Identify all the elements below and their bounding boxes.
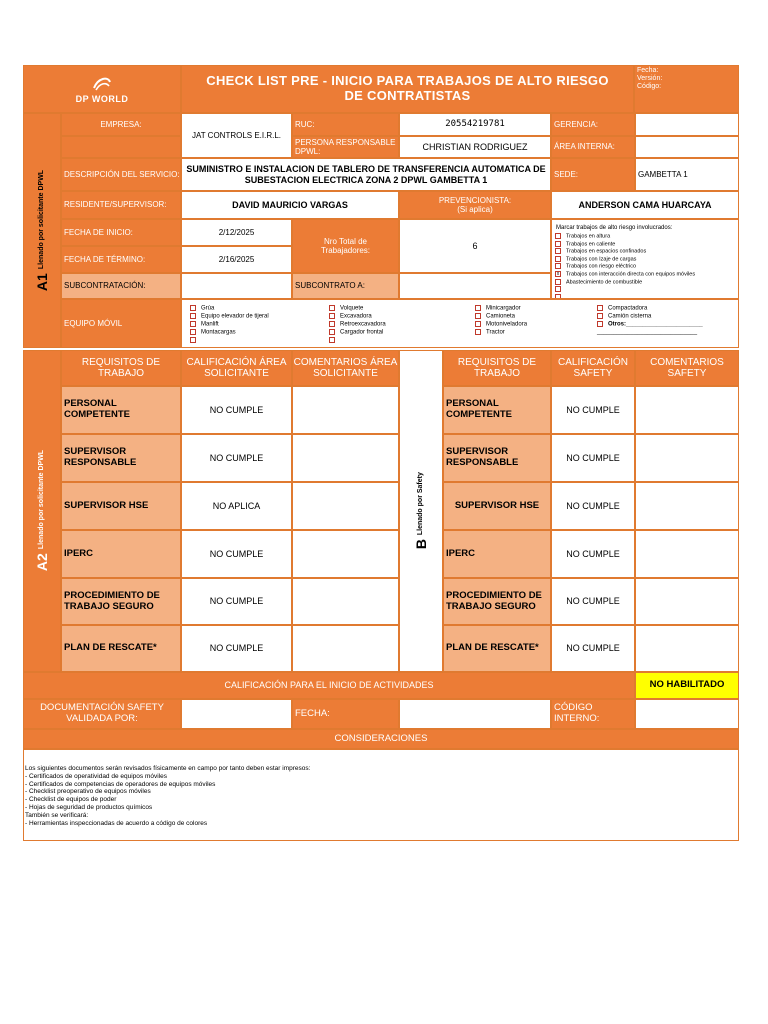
equipo-item-empty[interactable] — [329, 337, 386, 345]
riesgo-title: Marcar trabajos de alto riesgo involucrados: — [556, 225, 673, 231]
equipo-item[interactable]: Minicargador — [475, 305, 527, 313]
descripcion-value[interactable]: SUMINISTRO E INSTALACION DE TABLERO DE TRANSFERENCIA AUTOMATICA DE SUBESTACION ELECTRICA ZONA 2 DPWL GAMBETTA 1 — [181, 158, 551, 191]
calificacion-status-badge: NO HABILITADO — [635, 672, 739, 699]
area-interna-label: ÁREA INTERNA: — [551, 136, 635, 158]
consideraciones-line: También se verificará: — [25, 811, 89, 819]
codigo-interno-label: CÓDIGO INTERNO: — [551, 699, 635, 729]
checkbox-icon[interactable] — [555, 248, 561, 254]
fecha-value[interactable] — [399, 699, 551, 729]
b-com-row-4[interactable] — [635, 530, 739, 578]
consideraciones-line: - Certificados de operatividad de equipos móviles — [25, 772, 167, 780]
checkbox-icon[interactable] — [190, 321, 196, 327]
empresa-label: EMPRESA: — [61, 113, 181, 136]
equipo-item[interactable]: Tractor — [475, 329, 527, 337]
dp-world-logo-icon — [90, 74, 114, 94]
a2-col-requisitos: REQUISITOS DE TRABAJO — [61, 350, 181, 386]
checkbox-icon[interactable] — [555, 233, 561, 239]
consideraciones-line: - Checklist de equipos de poder — [25, 796, 117, 804]
b-req-row-6: PLAN DE RESCATE* — [443, 625, 551, 672]
prevencionista-label-sub: (Si aplica) — [457, 205, 493, 214]
subcontratacion-label: SUBCONTRATACIÓN: — [61, 273, 181, 299]
checkbox-icon[interactable] — [597, 313, 603, 319]
ruc-label: RUC: — [292, 113, 399, 136]
page-title — [181, 65, 634, 113]
checkbox-icon[interactable] — [190, 329, 196, 335]
fecha-termino-value[interactable]: 2/16/2025 — [181, 246, 292, 273]
equipo-movil-label: EQUIPO MÓVIL — [61, 299, 181, 348]
checkbox-icon[interactable] — [329, 321, 335, 327]
checkbox-icon[interactable] — [555, 279, 561, 285]
b-cal-row-3[interactable]: NO CUMPLE — [551, 482, 635, 530]
section-b-label — [399, 350, 443, 672]
b-cal-row-5[interactable]: NO CUMPLE — [551, 578, 635, 625]
consideraciones-body — [23, 749, 739, 841]
checkbox-icon[interactable] — [555, 256, 561, 262]
equipo-item-otros[interactable]: Otros:_______________________ — [597, 321, 703, 329]
a2-req-row-5: PROCEDIMIENTO DE TRABAJO SEGURO — [61, 578, 181, 625]
b-cal-row-1[interactable]: NO CUMPLE — [551, 386, 635, 434]
equipo-item[interactable]: Excavadora — [329, 313, 386, 321]
consideraciones-line: Los siguientes documentos serán revisados físicamente en campo por tanto deben estar impresos: — [25, 765, 311, 772]
prevencionista-value[interactable]: ANDERSON CAMA HUARCAYA — [551, 191, 739, 219]
riesgo-item-empty[interactable] — [555, 286, 695, 294]
b-req-row-1: PERSONAL COMPETENTE — [443, 386, 551, 434]
gerencia-label: GERENCIA: — [551, 113, 635, 136]
consideraciones-list — [25, 765, 310, 827]
equipo-item[interactable]: Montacargas — [190, 329, 269, 337]
riesgo-item[interactable]: Trabajos con Izaje de cargas — [555, 256, 695, 264]
b-com-row-6[interactable] — [635, 625, 739, 672]
a2-col-calificacion: CALIFICACIÓN ÁREA SOLICITANTE — [181, 350, 292, 386]
nro-trabajadores-label: Nro Total de Trabajadores: — [292, 219, 399, 273]
consideraciones-line: - Herramientas inspeccionadas de acuerdo a código de colores — [25, 819, 208, 827]
documentacion-label: DOCUMENTACIÓN SAFETY VALIDADA POR: — [23, 699, 181, 729]
checkbox-icon[interactable] — [475, 313, 481, 319]
calificacion-label: CALIFICACIÓN PARA EL INICIO DE ACTIVIDADES — [23, 672, 635, 699]
meta-version: Versión: — [637, 75, 663, 83]
checkbox-icon[interactable] — [475, 321, 481, 327]
section-b-caption: Llenado por Safety — [416, 472, 424, 536]
a2-col-comentarios: COMENTARIOS ÁREA SOLICITANTE — [292, 350, 399, 386]
checkbox-icon[interactable] — [555, 241, 561, 247]
checkbox-icon[interactable] — [597, 305, 603, 311]
logo-cell — [23, 65, 181, 113]
equipo-item[interactable]: Volquete — [329, 305, 386, 313]
gerencia-value[interactable] — [635, 113, 739, 136]
checkbox-icon[interactable] — [475, 329, 481, 335]
b-req-row-5: PROCEDIMIENTO DE TRABAJO SEGURO — [443, 578, 551, 625]
fecha-label: FECHA: — [292, 699, 399, 729]
descripcion-label: DESCRIPCIÓN DEL SERVICIO: — [61, 158, 181, 191]
consideraciones-title: CONSIDERACIONES — [23, 729, 739, 749]
checkbox-icon[interactable] — [329, 313, 335, 319]
b-com-row-2[interactable] — [635, 434, 739, 482]
a2-com-row-5[interactable] — [292, 578, 399, 625]
consideraciones-line: - Hojas de seguridad de productos químicos — [25, 803, 153, 811]
equipo-movil-panel — [181, 299, 739, 348]
codigo-interno-value[interactable] — [635, 699, 739, 729]
checkbox-icon[interactable] — [555, 286, 561, 292]
empresa-label-filler — [61, 136, 181, 158]
b-com-row-3[interactable] — [635, 482, 739, 530]
checkbox-checked-icon[interactable]: x — [556, 270, 560, 277]
document-meta — [634, 65, 739, 113]
riesgo-item[interactable]: Trabajos en espacios confinados — [555, 248, 695, 256]
equipo-item[interactable]: Equipo elevador de tijeral — [190, 313, 269, 321]
b-cal-row-6[interactable]: NO CUMPLE — [551, 625, 635, 672]
b-com-row-5[interactable] — [635, 578, 739, 625]
a2-req-row-3: SUPERVISOR HSE — [61, 482, 181, 530]
riesgo-item[interactable]: x Trabajos con interacción directa con equipos móviles — [556, 270, 696, 278]
section-a2-caption: Llenado por solicitante DPWL — [37, 450, 45, 550]
prevencionista-label-text: PREVENCIONISTA: — [438, 195, 512, 205]
a2-req-row-4: IPERC — [61, 530, 181, 578]
sede-value[interactable]: GAMBETTA 1 — [635, 158, 739, 191]
a2-cal-row-3[interactable]: NO APLICA — [181, 482, 292, 530]
a2-req-row-1: PERSONAL COMPETENTE — [61, 386, 181, 434]
persona-responsable-value[interactable]: CHRISTIAN RODRIGUEZ — [399, 136, 551, 158]
equipo-item[interactable]: Camioneta — [475, 313, 527, 321]
b-col-requisitos: REQUISITOS DE TRABAJO — [443, 350, 551, 386]
fecha-inicio-label: FECHA DE INICIO: — [61, 219, 181, 246]
equipo-col-4 — [597, 305, 703, 337]
subcontrato-value[interactable] — [399, 273, 551, 299]
a2-cal-row-6[interactable]: NO CUMPLE — [181, 625, 292, 672]
riesgo-panel — [551, 219, 739, 299]
persona-responsable-label: PERSONA RESPONSABLE DPWL: — [292, 136, 399, 158]
empresa-value[interactable]: JAT CONTROLS E.I.R.L. — [181, 113, 292, 158]
equipo-item[interactable]: Compactadora — [597, 305, 703, 313]
riesgo-item[interactable]: Trabajos en caliente — [555, 241, 695, 249]
checkbox-icon[interactable] — [190, 337, 196, 343]
b-req-row-3: SUPERVISOR HSE — [443, 482, 551, 530]
logo-text: DP WORLD — [75, 93, 129, 104]
documentacion-value[interactable] — [181, 699, 292, 729]
riesgo-item[interactable]: Trabajos en altura — [555, 233, 695, 241]
checkbox-icon[interactable] — [555, 263, 561, 269]
residente-value[interactable]: DAVID MAURICIO VARGAS — [181, 191, 399, 219]
a2-cal-row-2[interactable]: NO CUMPLE — [181, 434, 292, 482]
equipo-item-empty[interactable] — [190, 337, 269, 345]
b-com-row-1[interactable] — [635, 386, 739, 434]
a2-com-row-1[interactable] — [292, 386, 399, 434]
section-a1-caption: Llenado por solicitante DPWL — [37, 169, 45, 270]
section-a1-letter: A1 — [33, 273, 50, 292]
meta-fecha: Fecha: — [637, 67, 659, 74]
equipo-col-3 — [475, 305, 527, 337]
page-title-line2: DE CONTRATISTAS — [344, 88, 471, 103]
sede-label: SEDE: — [551, 158, 635, 191]
b-cal-row-2[interactable]: NO CUMPLE — [551, 434, 635, 482]
a2-cal-row-5[interactable]: NO CUMPLE — [181, 578, 292, 625]
riesgo-item[interactable]: Abastecimiento de combustible — [555, 279, 695, 287]
consideraciones-line: - Certificados de competencias de operadores de equipos móviles — [25, 780, 216, 788]
area-interna-value[interactable] — [635, 136, 739, 158]
checkbox-icon[interactable] — [190, 313, 196, 319]
a2-cal-row-4[interactable]: NO CUMPLE — [181, 530, 292, 578]
equipo-item[interactable]: Grúa — [190, 305, 269, 313]
b-col-calificacion: CALIFICACIÓN SAFETY — [551, 350, 635, 386]
section-a2-letter: A2 — [33, 553, 50, 572]
subcontratacion-value[interactable] — [181, 273, 292, 299]
ruc-value[interactable]: 20554219781 — [399, 113, 551, 136]
section-b-letter: B — [412, 539, 429, 550]
equipo-item-otros-line: ______________________________ — [597, 329, 698, 336]
b-cal-row-4[interactable]: NO CUMPLE — [551, 530, 635, 578]
equipo-item[interactable]: Motoniveladora — [475, 321, 527, 329]
a2-com-row-4[interactable] — [292, 530, 399, 578]
a2-com-row-6[interactable] — [292, 625, 399, 672]
riesgo-item[interactable]: Trabajos con riesgo eléctrico — [555, 263, 695, 271]
a2-com-row-3[interactable] — [292, 482, 399, 530]
equipo-col-2 — [329, 305, 386, 345]
nro-trabajadores-value[interactable]: 6 — [399, 219, 551, 273]
checkbox-icon[interactable] — [329, 305, 335, 311]
fecha-termino-label: FECHA DE TÉRMINO: — [61, 246, 181, 273]
section-a2-label — [23, 350, 61, 672]
checkbox-icon[interactable] — [190, 305, 196, 311]
a2-req-row-2: SUPERVISOR RESPONSABLE — [61, 434, 181, 482]
page-title-line1: CHECK LIST PRE - INICIO PARA TRABAJOS DE ALTO RIESGO — [206, 73, 609, 89]
checkbox-icon[interactable] — [597, 321, 603, 327]
equipo-item[interactable]: Manlift — [190, 321, 269, 329]
equipo-item[interactable]: Cargador frontal — [329, 329, 386, 337]
fecha-inicio-value[interactable]: 2/12/2025 — [181, 219, 292, 246]
b-req-row-2: SUPERVISOR RESPONSABLE — [443, 434, 551, 482]
a2-com-row-2[interactable] — [292, 434, 399, 482]
residente-label: RESIDENTE/SUPERVISOR: — [61, 191, 181, 219]
meta-codigo: Código: — [637, 83, 662, 91]
equipo-col-1 — [190, 305, 269, 345]
a2-req-row-6: PLAN DE RESCATE* — [61, 625, 181, 672]
subcontrato-label: SUBCONTRATO A: — [292, 273, 399, 299]
checkbox-icon[interactable] — [475, 305, 481, 311]
equipo-item[interactable]: Retroexcavadora — [329, 321, 386, 329]
a2-cal-row-1[interactable]: NO CUMPLE — [181, 386, 292, 434]
riesgo-list — [555, 233, 695, 299]
section-a1-label — [23, 113, 61, 348]
equipo-item[interactable]: Camión cisterna — [597, 313, 703, 321]
consideraciones-line: - Checklist preoperativo de equipos móviles — [25, 788, 151, 796]
prevencionista-label — [399, 191, 551, 219]
checkbox-icon[interactable] — [329, 337, 335, 343]
b-req-row-4: IPERC — [443, 530, 551, 578]
b-col-comentarios: COMENTARIOS SAFETY — [635, 350, 739, 386]
checkbox-icon[interactable] — [329, 329, 335, 335]
